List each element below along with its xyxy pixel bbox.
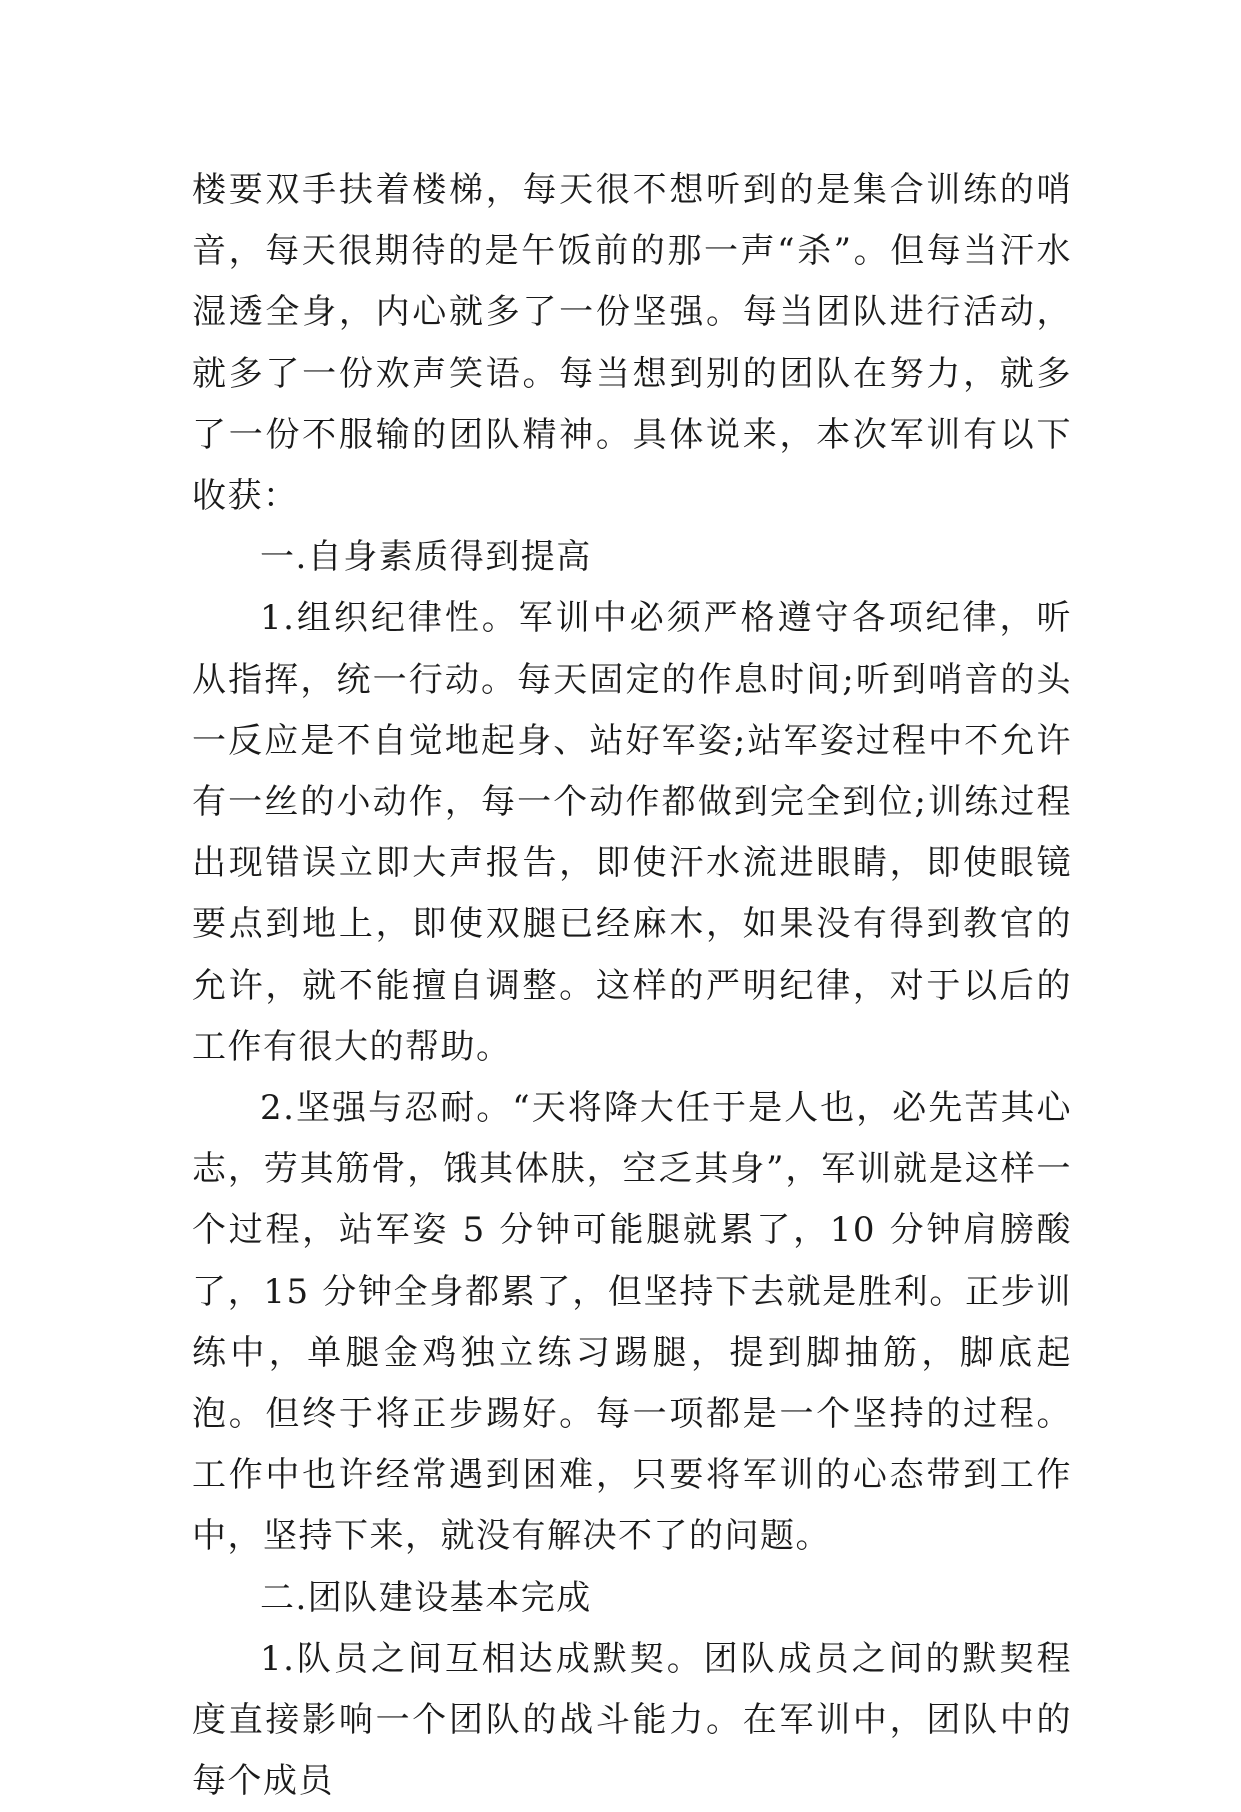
paragraph-discipline: 1.组织纪律性。军训中必须严格遵守各项纪律，听从指挥，统一行动。每天固定的作息时间;听到哨音的头一反应是不自觉地起身、站好军姿;站军姿过程中不允许有一丝的小动作，每一个动作都做到完全到位;训练过程出现错误立即大声报告，即使汗水流进眼睛，即使眼镜要点到地上，即使双腿已经麻木，如果没有得到教官的允许，就不能擅自调整。这样的严明纪律，对于以后的工作有很大的帮助。 bbox=[192, 598, 1072, 1067]
document-body bbox=[192, 160, 1072, 1812]
paragraph-team-tacit: 1.队员之间互相达成默契。团队成员之间的默契程度直接影响一个团队的战斗能力。在军训中，团队中的每个成员 bbox=[192, 1638, 1072, 1802]
section-heading-self-quality: 一.自身素质得到提高 bbox=[260, 537, 592, 578]
section-heading-team-building: 二.团队建设基本完成 bbox=[260, 1577, 592, 1618]
paragraph-endurance: 2.坚强与忍耐。“天将降大任于是人也，必先苦其心志，劳其筋骨，饿其体肤，空乏其身”，军训就是这样一个过程，站军姿 5 分钟可能腿就累了，10 分钟肩膀酸了，15 分钟全身都累了，但坚持下去就是胜利。正步训练中，单腿金鸡独立练习踢腿，提到脚抽筋，脚底起泡。但终于将正步踢好。每一项都是一个坚持的过程。工作中也许经常遇到困难，只要将军训的心态带到工作中，坚持下来，就没有解决不了的问题。 bbox=[192, 1088, 1072, 1557]
paragraph-continuation: 楼要双手扶着楼梯，每天很不想听到的是集合训练的哨音，每天很期待的是午饭前的那一声“杀”。但每当汗水湿透全身，内心就多了一份坚强。每当团队进行活动，就多了一份欢声笑语。每当想到别的团队在努力，就多了一份不服输的团队精神。具体说来，本次军训有以下收获： bbox=[192, 170, 1072, 517]
